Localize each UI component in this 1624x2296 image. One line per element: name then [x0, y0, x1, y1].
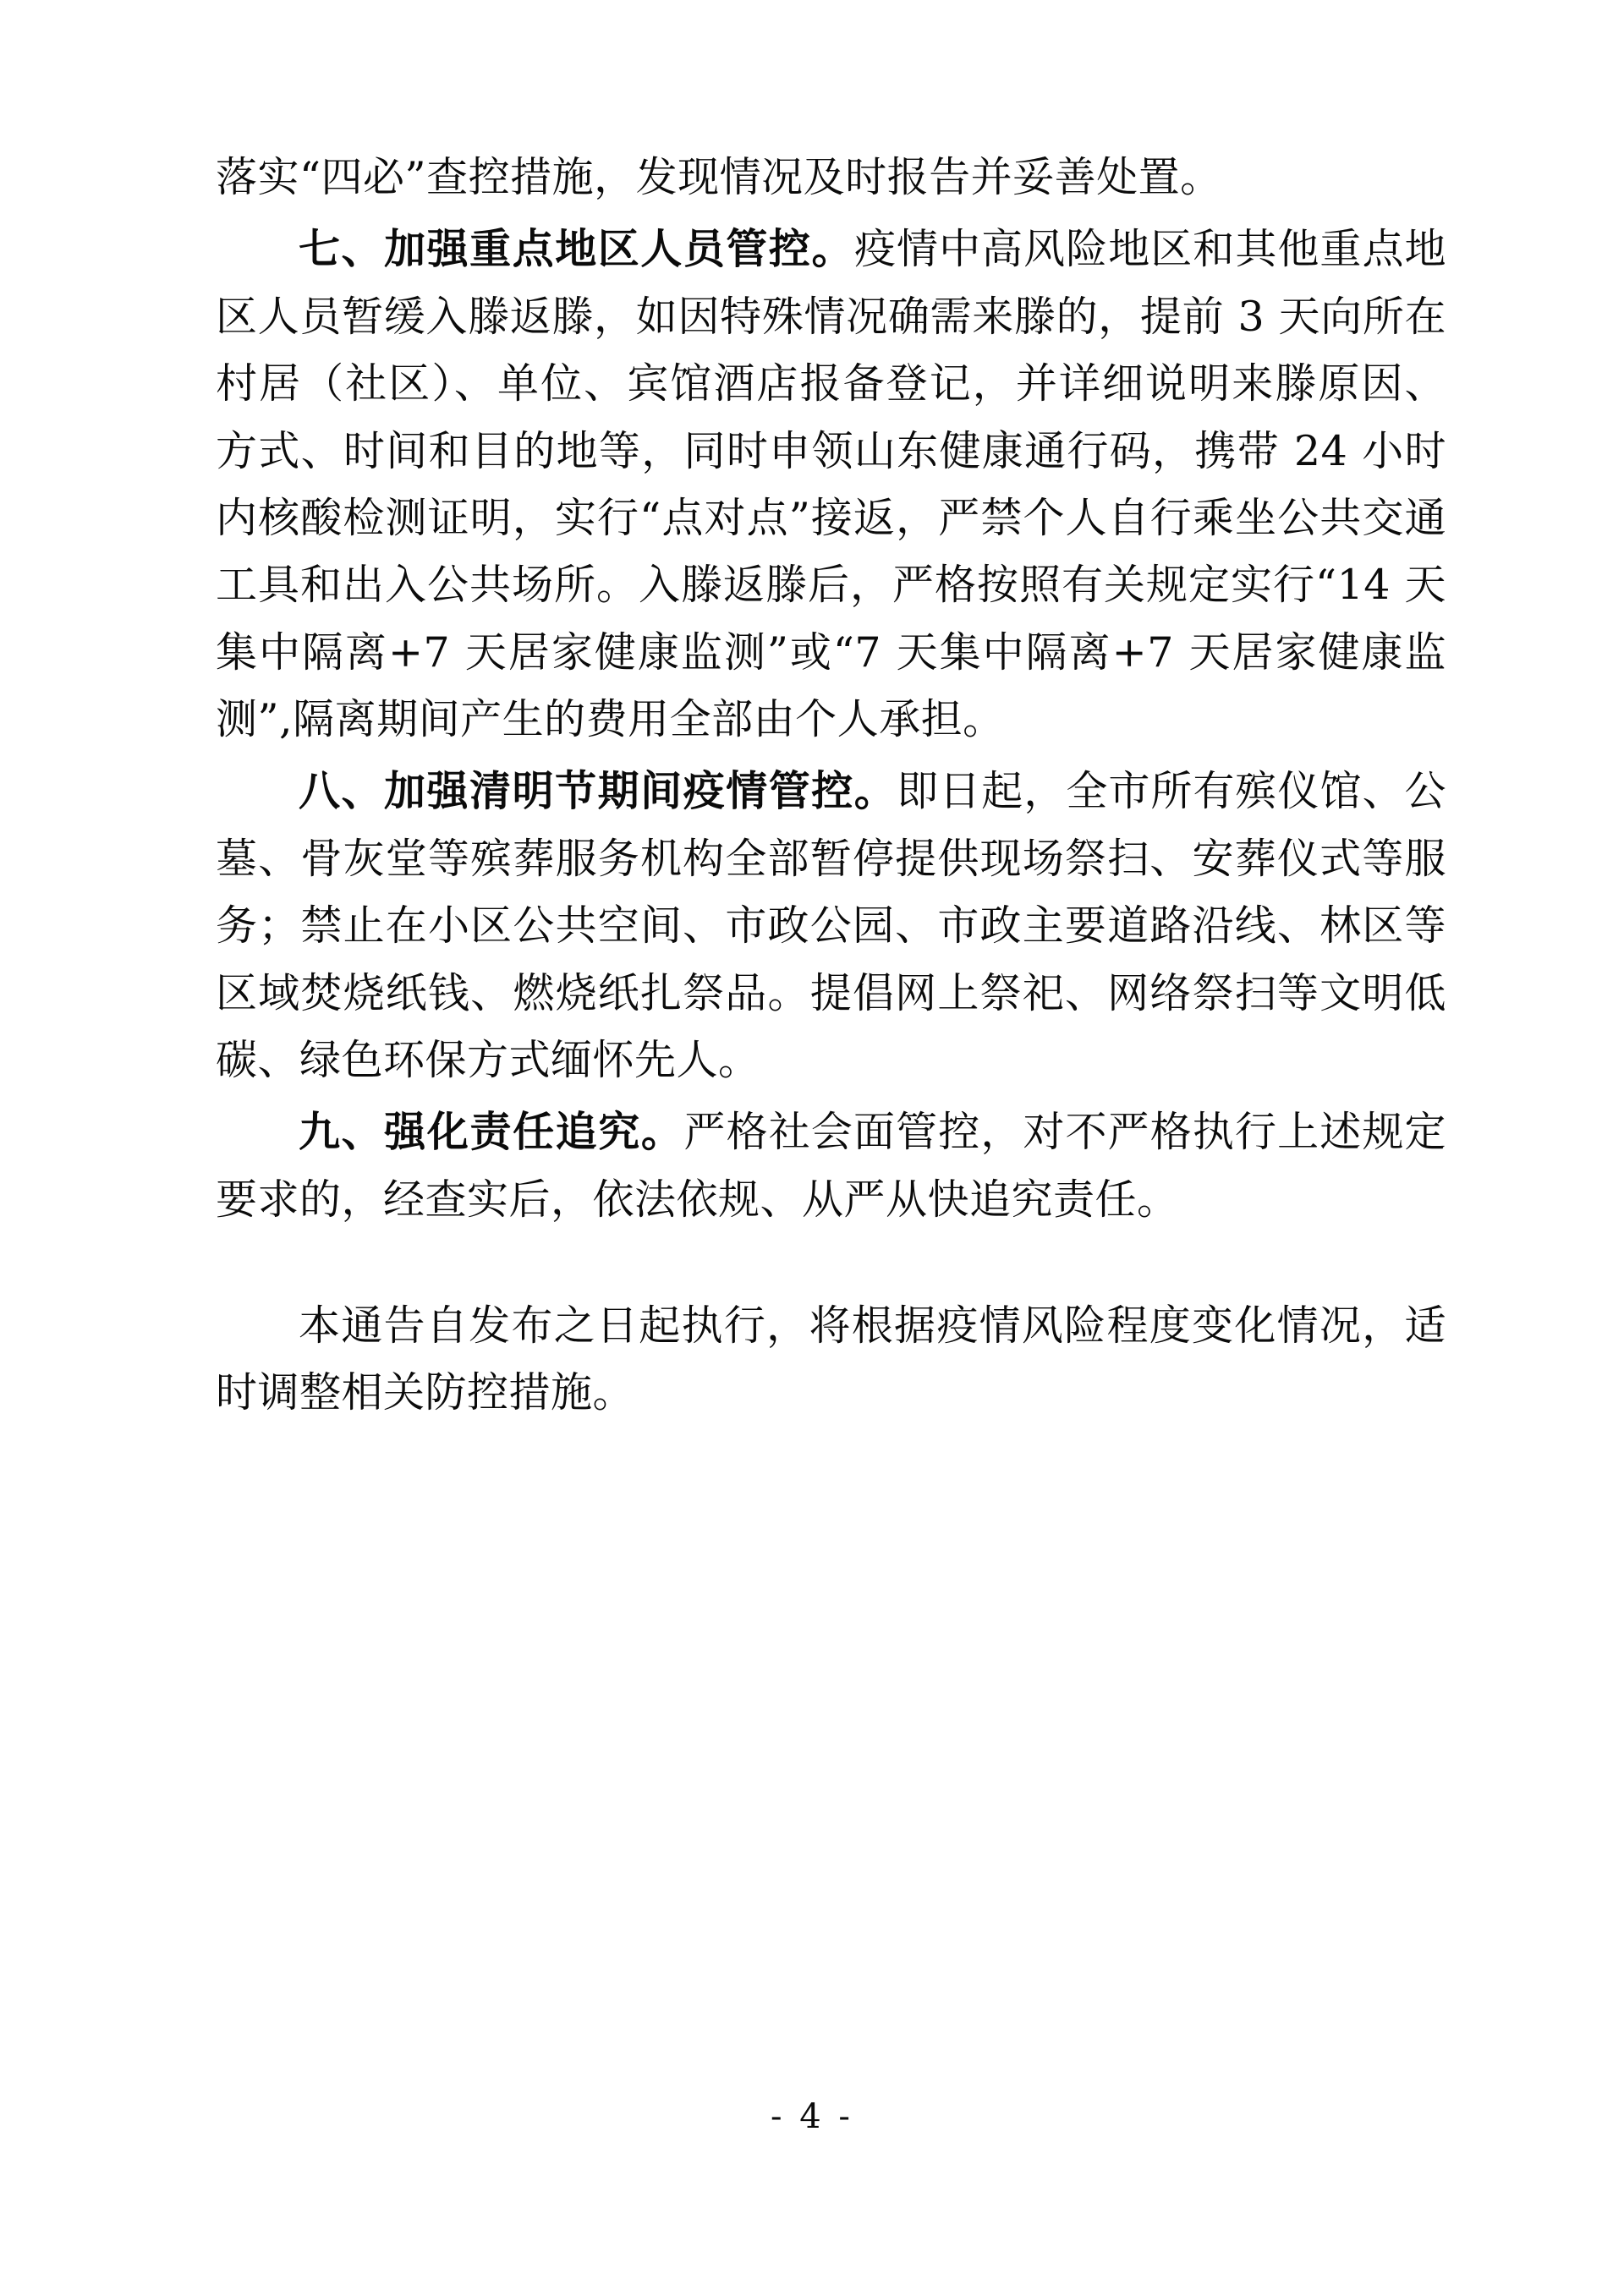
page-number: - 4 -: [771, 2097, 853, 2136]
paragraph-text: 即日起，全市所有殡仪馆、公墓、骨灰堂等殡葬服务机构全部暂停提供现场祭扫、安葬仪式等服务；禁止在小区公共空间、市政公园、市政主要道路沿线、林区等区域焚烧纸钱、燃烧纸扎祭品。提倡网上祭祀、网络祭扫等文明低碳、绿色环保方式缅怀先人。: [216, 767, 1446, 1084]
paragraph-item-7: [216, 216, 1446, 753]
paragraph-continuation: [216, 144, 1446, 211]
paragraph-heading: 八、加强清明节期间疫情管控。: [299, 767, 897, 816]
paragraph-text: 本通告自发布之日起执行，将根据疫情风险程度变化情况，适时调整相关防控措施。: [216, 1301, 1446, 1417]
paragraph-heading: 七、加强重点地区人员管控。: [299, 225, 854, 274]
paragraph-text: 疫情中高风险地区和其他重点地区人员暂缓入滕返滕，如因特殊情况确需来滕的，提前 3 天向所在村居（社区）、单位、宾馆酒店报备登记，并详细说明来滕原因、方式、时间和目的地等，同时申领山东健康通行码，携带 24 小时内核酸检测证明，实行“点对点”接返，严禁个人自行乘坐公共交通工具和出入公共场所。入滕返滕后，严格按照有关规定实行“14 天集中隔离+7 天居家健康监测”或“7 天集中隔离+7 天居家健康监测”,隔离期间产生的费用全部由个人承担。: [216, 225, 1446, 743]
paragraph-text: 落实“四必”查控措施，发现情况及时报告并妥善处置。: [216, 153, 1222, 201]
document-body: [216, 144, 1446, 1427]
paragraph-heading: 九、强化责任追究。: [299, 1108, 684, 1157]
paragraph-item-8: [216, 758, 1446, 1093]
paragraph-text: 严格社会面管控，对不严格执行上述规定要求的，经查实后，依法依规、从严从快追究责任。: [216, 1108, 1446, 1224]
paragraph-item-9: [216, 1099, 1446, 1233]
paragraph-closing: [216, 1292, 1446, 1427]
